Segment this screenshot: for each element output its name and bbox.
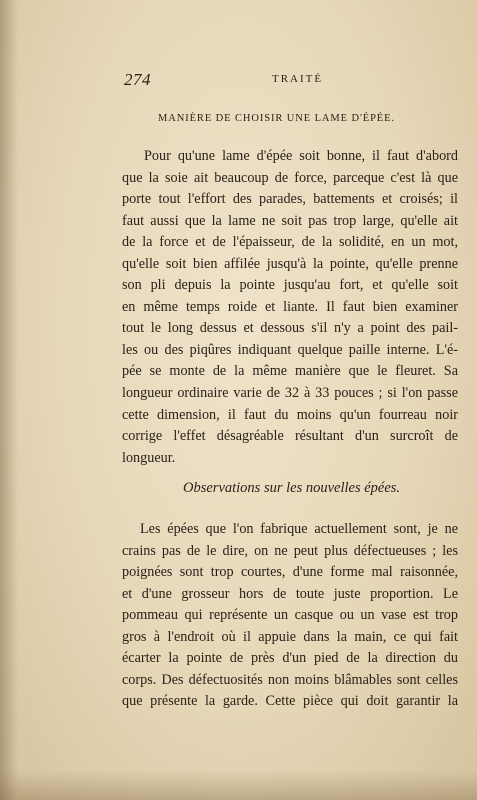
text-line: longueur.: [122, 449, 176, 466]
text-line: crains pas de le dire, on ne peut plus défectueuses ; les: [122, 542, 458, 559]
text-line: tout le long dessus et dessous s'il n'y a point des pail-: [122, 320, 458, 337]
text-line: que la soie ait beaucoup de force, parceque c'est là que: [122, 169, 458, 186]
paragraph-new-swords: [122, 519, 458, 713]
text-line: de la force et de l'épaisseur, de la solidité, en un mot,: [122, 234, 458, 251]
text-line: les ou des piqûres indiquant quelque paille interne. L'é-: [122, 341, 458, 358]
text-line: pée se monte de la même manière que le fleuret. Sa: [122, 363, 458, 380]
text-line: faut aussi que la lame ne soit pas trop large, qu'elle ait: [122, 212, 458, 229]
text-line: gros à l'endroit où il appuie dans la main, ce qui fait: [122, 628, 458, 645]
bottom-shadow: [0, 770, 477, 800]
text-line: qu'elle soit bien affilée jusqu'à la pointe, qu'elle prenne: [122, 255, 458, 272]
text-line: longueur ordinaire varie de 32 à 33 pouces ; si l'on passe: [122, 385, 458, 402]
text-line: poignées sont trop courtes, d'une forme mal raisonnée,: [122, 564, 458, 581]
page-header: [124, 70, 424, 92]
text-line: Les épées que l'on fabrique actuellement sont, je ne: [140, 521, 458, 537]
text-line: corrige l'effet désagréable résultant d'un surcroît de: [122, 428, 458, 445]
text-line: porte tout l'effort des parades, battements et croisés; il: [122, 191, 458, 208]
text-line: écarter la pointe de près d'un pied de la direction du: [122, 650, 458, 667]
paragraph-blade-selection: [122, 146, 458, 469]
section-heading: MANIÈRE DE CHOISIR UNE LAME D'ÉPÉE.: [158, 113, 395, 124]
text-line: et d'une grosseur hors de toute juste proportion. Le: [122, 585, 458, 602]
text-line: que présente la garde. Cette pièce qui doit garantir la: [122, 693, 458, 710]
subheading-new-swords: Observations sur les nouvelles épées.: [183, 480, 401, 496]
text-line: cette dimension, il faut du moins qu'un fourreau noir: [122, 406, 458, 423]
text-line: en même temps roide et liante. Il faut bien examiner: [122, 298, 458, 315]
running-head: TRAITÉ: [272, 73, 324, 85]
text-line: pommeau qui représente un casque ou un vase est trop: [122, 607, 458, 624]
text-line: corps. Des défectuosités non moins blâmables sont celles: [122, 671, 458, 688]
text-line: son pli depuis la pointe jusqu'au fort, et qu'elle soit: [122, 277, 458, 294]
text-line: Pour qu'une lame d'épée soit bonne, il faut d'abord: [144, 148, 458, 164]
page-number: 274: [124, 70, 151, 89]
gutter-shadow: [0, 0, 18, 800]
